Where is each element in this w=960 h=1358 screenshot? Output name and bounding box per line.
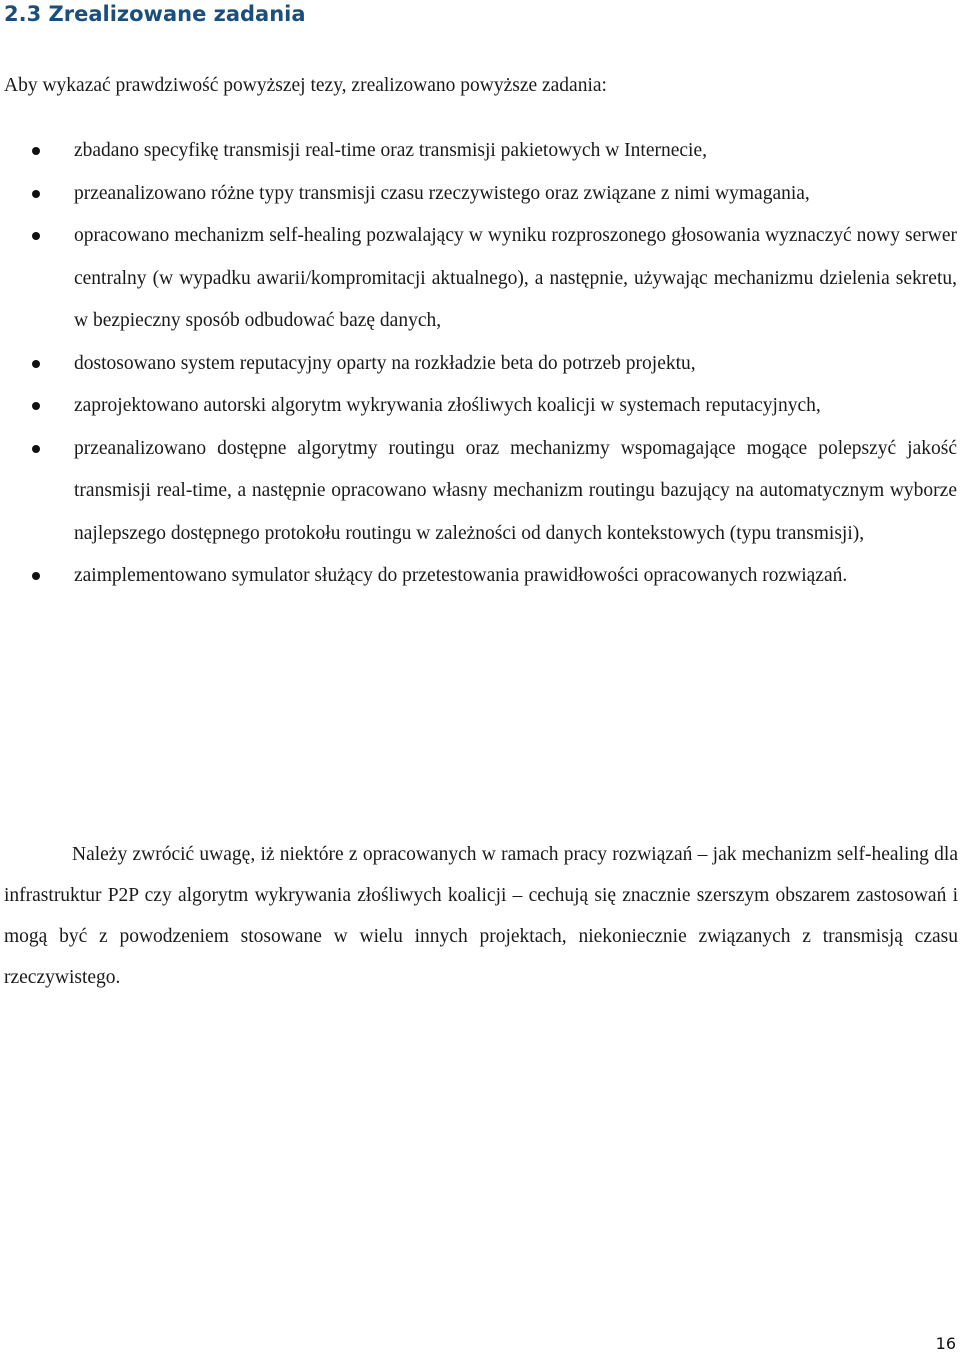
bullet-icon <box>32 445 40 453</box>
task-list <box>0 130 960 598</box>
list-item-text: zaimplementowano symulator służący do przetestowania prawidłowości opracowanych rozwiązań. <box>74 565 848 586</box>
list-item-text: zaprojektowano autorski algorytm wykrywania złośliwych koalicji w systemach reputacyjnych, <box>74 395 821 416</box>
list-item-text: przeanalizowano różne typy transmisji czasu rzeczywistego oraz związane z nimi wymagania, <box>74 182 810 204</box>
list-item <box>74 555 957 598</box>
bullet-icon <box>32 572 40 580</box>
section-heading: 2.3 Zrealizowane zadania <box>4 2 306 26</box>
closing-paragraph: Należy zwrócić uwagę, iż niektóre z opracowanych w ramach pracy rozwiązań – jak mechanizm self-healing dla infrastruktur P2P czy algorytm wykrywania złośliwych koalicji – cechują się znacznie szerszym obszarem zastosowań i mogą być z powodzeniem stosowane w wielu innych projektach, niekoniecznie związanych z transmisją czasu rzeczywistego. <box>4 844 958 988</box>
bullet-icon <box>32 232 40 240</box>
list-item <box>74 173 957 216</box>
list-item-text: opracowano mechanizm self-healing pozwalający w wyniku rozproszonego głosowania wyznaczyć nowy serwer centralny (w wypadku awarii/kompromitacji aktualnego), a następnie, używając mechanizmu dzielenia sekretu, w bezpieczny sposób odbudować bazę danych, <box>74 225 957 331</box>
bullet-icon <box>32 147 40 155</box>
bullet-icon <box>32 402 40 410</box>
bullet-icon <box>32 190 40 198</box>
bullet-icon <box>32 360 40 368</box>
intro-paragraph: Aby wykazać prawdziwość powyższej tezy, zrealizowano powyższe zadania: <box>4 75 607 96</box>
page-number: 16 <box>935 1334 956 1353</box>
list-item-text: dostosowano system reputacyjny oparty na rozkładzie beta do potrzeb projektu, <box>74 352 696 374</box>
list-item <box>74 343 957 386</box>
list-item-text: zbadano specyfikę transmisji real-time oraz transmisji pakietowych w Internecie, <box>74 140 707 161</box>
list-item <box>74 215 957 343</box>
list-item <box>74 428 957 556</box>
list-item <box>74 385 957 428</box>
list-item-text: przeanalizowano dostępne algorytmy routingu oraz mechanizmy wspomagające mogące polepszyć jakość transmisji real-time, a następnie opracowano własny mechanizm routingu bazujący na automatycznym wyborze najlepszego dostępnego protokołu routingu w zależności od danych kontekstowych (typu transmisji), <box>74 437 957 544</box>
list-item <box>74 130 957 173</box>
